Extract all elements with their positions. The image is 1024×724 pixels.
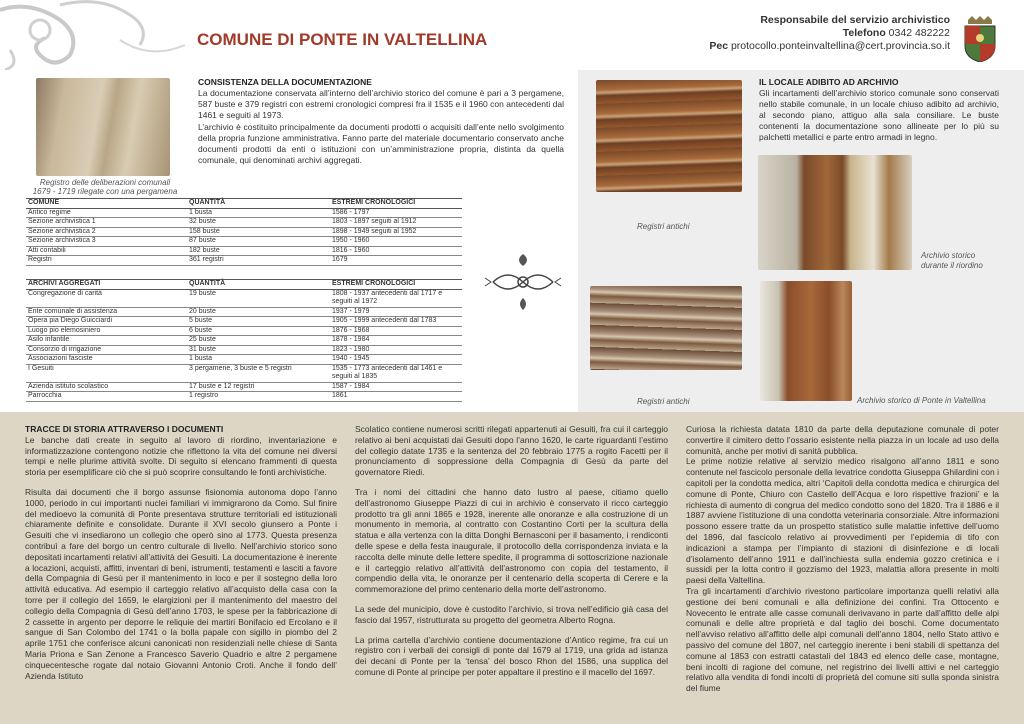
table-cell: 1937 - 1979 — [330, 307, 462, 317]
table-cell: 1816 - 1960 — [330, 246, 462, 256]
consistenza-text-1: La documentazione conservata all’interno dell’archivio storico del comune è pari a 3 pergamene, 587 buste e 379 registri con estremi cronologici compresi fra il 1535 e il 1960 con antecedenti dal 1461 e seguiti al 1973. — [198, 88, 564, 120]
table-cell: Consorzio di irrigazione — [26, 345, 187, 355]
photo-registri-antichi-2 — [590, 286, 742, 370]
table-cell: 1586 - 1797 — [330, 208, 462, 218]
table-cell: 1876 - 1968 — [330, 326, 462, 336]
table-row — [26, 326, 462, 336]
table-cell: Atti contabili — [26, 246, 187, 256]
table-cell: 1535 - 1773 antecedenti dal 1461 e seguiti al 1835 — [330, 364, 462, 382]
storia-paragraph: Curiosa la richiesta datata 1810 da parte della deputazione comunale di poter convertire il cimitero detto l’ossario esistente nella piazza in un locale ad uso della comunità, anche per motivi di sanità pubblica. — [686, 424, 999, 456]
table-header: ESTREMI CRONOLOGICI — [330, 280, 462, 290]
storia-paragraph: Tra gli incartamenti d’archivio rivestono particolare importanza quelli relativi alla gestione dei beni comunali e alla definizione dei confini. Tra Ottocento e Novecento le entrate alle casse comunali derivavano in parte dall’affitto delle alpi comunali e delle altre proprietà e dal taglio dei boschi. Come documentato nell’avviso relativo all’affitto delle alpi comunali dell’anno 1804, nello Stato attivo e passivo del comune del 1807, nel carteggio inerente i beni stabili di spettanza del comune al 1853 con estratti catastali del 1843 ed elenco delle case, montagne, beni incolti di ragione del comune, nel registrino dei livelli attivi e nel carteggio relativo alla vendita di fondi incolti di proprietà del comune siti sulla sponda sinistra del fiume — [686, 585, 999, 694]
storia-paragraph: Le prime notizie relative al servizio medico risalgono all’anno 1811 e sono contenute nel fascicolo personale della levatrice condotta Giuseppa Ghilardini con i capitoli per la condotta medica, altri ‘Capitoli della condotta medica e chirurgica del comune di Ponte, Chiuro con Castello dell’Acqua e loro rispettive frazioni’ e la richiesta di aumento di congrua del medico condotto sono del 1820. Tra il 1886 e il 1887 avviene l’istituzione di una condotta veterinaria consorziale. Altre informazioni possono essere tratte da un prospetto statistico sulle malattie infettive dell’uomo del 1896, dal fascicolo relativo ai provvedimenti per l’epidemia di tifo con indicazioni a stampa per l’impianto di stazioni di disinfezione e di locali d’isolamento dell’anno 1911 e dall’inchiesta sulla endemia gozzo cretinica e i sussidi per la lotta contro il gozzismo del 1923, malattia allora presente in molti paesi della Valtellina. — [686, 456, 999, 586]
table-cell: 1823 - 1980 — [330, 345, 462, 355]
table-cell: 20 buste — [187, 307, 330, 317]
table-cell: 1905 - 1999 antecedenti dal 1783 — [330, 317, 462, 327]
table-header: QUANTITÀ — [187, 199, 330, 209]
table-cell: 1 registro — [187, 392, 330, 402]
table-header: QUANTITÀ — [187, 280, 330, 290]
phone-label: Telefono — [842, 27, 886, 39]
table-cell: 6 buste — [187, 326, 330, 336]
municipal-crest-icon — [962, 16, 998, 62]
table-row — [26, 227, 462, 237]
table-cell: Sezione archivistica 2 — [26, 227, 187, 237]
locale-text: Gli incartamenti dell’archivio storico comunale sono conservati nello stabile comunale, in un locale chiuso adibito ad archivio, al secondo piano, attiguo alla sala consiliare. Le buste contenenti la documentazione sono allineate per lo più su palchetti metallici e parte entro armadi in legno. — [759, 88, 999, 142]
table-archivi-aggregati — [26, 279, 462, 402]
table-cell: Sezione archivistica 3 — [26, 237, 187, 247]
storia-paragraph: La prima cartella d’archivio contiene documentazione d’Antico regime, fra cui un registro con i verbali dei consigli di ponte dal 1679 al 1719, una grida ad istanza dei decani di Ponte per la ‘tensa’ del bosco Rhon del 1586, una supplica del comune di Ponte al principe per poter appaltare il prestino e il macello del 1697. — [355, 634, 668, 677]
table-cell: Parrocchia — [26, 392, 187, 402]
table-row — [26, 237, 462, 247]
contact-block — [709, 14, 950, 53]
storia-column-1 — [25, 424, 337, 690]
photo-registro-delibere — [36, 78, 170, 176]
table-cell: 17 buste e 12 registri — [187, 382, 330, 392]
table-cell: 1587 - 1984 — [330, 382, 462, 392]
table-row — [26, 364, 462, 382]
storia-paragraph: Risulta dai documenti che il borgo assunse fisionomia autonoma dopo l’anno 1000, periodo in cui importanti nuclei familiari vi immigrarono da Como. Sul finire del medioevo la comunità di Ponte presentava strutture territoriali ed istituzionali chiaramente definite e consolidate. Durante il XVI secolo giunsero a Ponte i Gesuiti che vi insediarono un collegio che operò sino al 1773. Questa presenza contribuì a fare del borgo un centro culturale di livello. Nell’archivio storico sono depositati incartamenti relativi all’attività dei Gesuiti. La documentazione è inerente a locazioni, acquisti, affitti, inventari di beni, istrumenti, testamenti e lasciti a favore della Compagnia di Gesù per il mantenimento in loco e per il sostegno della loro attività educativa. Ad esempio il carteggio relativo all’acquisto della casa con la torre per il collegio del 1659, le elargizioni per il mantenimento del maestro del collegio della Compagnia di Gesù dell’anno 1703, le spese per la fabbricazione di 2 cassette in argento per deporre le reliquie dei martiri Bonifacio ed Ercolano e il sangue di San Colombo del 1741 o la bolla papale con sigillo in piombo del 2 aprile 1751 che conferisce alcuni canonicati non residenziali nelle chiese di Santa Maria Prionа e San Zenone a Francesco Saverio Quadrio e altre 2 pergamene cinquecentesche rogate dal notaio Giovanni Antonio Croti. Anche il fondo dell’ Azienda Istituto — [25, 486, 337, 681]
table-cell: 1861 — [330, 392, 462, 402]
table-cell: 1808 - 1937 antecedenti dal 1717 e seguiti al 1972 — [330, 289, 462, 307]
table-cell: 32 buste — [187, 218, 330, 228]
table-cell: 1950 - 1960 — [330, 237, 462, 247]
storia-column-2 — [355, 424, 668, 687]
fleuron-icon — [483, 250, 563, 314]
storia-column-3 — [686, 424, 999, 694]
table-cell: Antico regime — [26, 208, 187, 218]
table-cell: 25 buste — [187, 336, 330, 346]
phone-number: 0342 482222 — [888, 27, 950, 39]
table-cell: 19 buste — [187, 289, 330, 307]
table-cell: 1803 - 1897 seguiti al 1912 — [330, 218, 462, 228]
table-row — [26, 336, 462, 346]
pec-address: protocollo.ponteinvaltellina@cert.provincia.so.it — [730, 40, 950, 52]
table-row — [26, 355, 462, 365]
table-row — [26, 246, 462, 256]
table-cell: Ente comunale di assistenza — [26, 307, 187, 317]
table-cell: 182 buste — [187, 246, 330, 256]
contact-role: Responsabile del servizio archivistico — [760, 14, 950, 26]
table-row — [26, 208, 462, 218]
table-cell: 1679 — [330, 256, 462, 266]
table-row — [26, 392, 462, 402]
caption-archivio-ponte: Archivio storico di Ponte in Valtellina — [857, 396, 986, 405]
ornament-decoration — [0, 0, 190, 70]
table-row — [26, 307, 462, 317]
table-row — [26, 256, 462, 266]
locale-heading: IL LOCALE ADIBITO AD ARCHIVIO — [759, 77, 899, 87]
table-cell: 1940 - 1945 — [330, 355, 462, 365]
pec-label: Pec — [709, 40, 729, 52]
page-title: COMUNE DI PONTE IN VALTELLINA — [197, 30, 488, 49]
table-cell: 87 buste — [187, 237, 330, 247]
storia-paragraph: La sede del municipio, dove è custodito l’archivio, si trova nell’edificio già casa del fascio dal 1957, ristrutturata su progetto del geometra Alberto Rogna. — [355, 603, 668, 625]
table-row — [26, 289, 462, 307]
table-comune — [26, 198, 462, 266]
photo-archivio-ponte — [760, 281, 852, 401]
table-row — [26, 382, 462, 392]
photo-registri-antichi-1 — [596, 80, 742, 192]
caption-registri-antichi-1: Registri antichi — [637, 222, 690, 231]
table-cell: I Gesuiti — [26, 364, 187, 382]
storia-paragraph: Tra i nomi dei cittadini che hanno dato lustro al paese, citiamo quello dell’astronomo Giuseppe Piazzi di cui in archivio è conservato il ricco carteggio prodotto tra gli anni 1865 e 1928, inerente alle onoranze e alla costruzione di un monumento in memoria, al contratto con Costantino Corti per la scultura della statua e alla vertenza con la ditta Donghi Bernasconi per il basamento, i rendiconti delle spese e della festa inaugurale, il protocollo della corrispondenza inviata e la raccolta delle minute delle lettere spedite, il programma di sottoscrizione nazionale e il carteggio relativo all’attività dell’astronomo con copia del testamento, il compendio della vita, le onoranze per il centenario della scoperta di Cerere e la commemorazione del primo centenario della morte dell’astronomo. — [355, 486, 668, 595]
caption-archivio-riordino: Archivio storico durante il riordino — [921, 251, 983, 270]
table-header: ARCHIVI AGGREGATI — [26, 280, 187, 290]
table-cell: 5 buste — [187, 317, 330, 327]
storia-heading: TRACCE DI STORIA ATTRAVERSO I DOCUMENTI — [25, 424, 224, 434]
table-cell: Asilo infantile — [26, 336, 187, 346]
table-cell: 3 pergamene, 3 buste e 5 registri — [187, 364, 330, 382]
photo-archivio-riordino — [758, 155, 912, 270]
table-row — [26, 345, 462, 355]
table-cell: 158 buste — [187, 227, 330, 237]
table-cell: Opera pia Diego Guicciardi — [26, 317, 187, 327]
table-cell: 1 busta — [187, 208, 330, 218]
table-cell: 1898 - 1949 seguiti al 1952 — [330, 227, 462, 237]
table-header: COMUNE — [26, 199, 187, 209]
caption-registri-antichi-2: Registri antichi — [637, 397, 690, 406]
table-cell: 31 buste — [187, 345, 330, 355]
table-cell: Registri — [26, 256, 187, 266]
caption-registro-delibere: Registro delle deliberazioni comunali 1679 - 1719 rilegate con una pergamena — [32, 178, 178, 196]
storia-paragraph: Le banche dati create in seguito al lavoro di riordino, inventariazione e informatizzazione contengono notizie che riflettono la vita del comune nei diversi tempi e nelle plurime attività svolte. Di seguito si elencano frammenti di questa storia per esemplificare ciò che si può scoprire consultando le fonti archivistiche. — [25, 434, 337, 478]
table-cell: 361 registri — [187, 256, 330, 266]
consistenza-heading: CONSISTENZA DELLA DOCUMENTAZIONE — [198, 77, 372, 87]
table-cell: Congregazione di carità — [26, 289, 187, 307]
storia-paragraph: Scolatico contiene numerosi scritti rilegati appartenuti ai Gesuiti, fra cui il carteggio relativo ai beni acquistati dai Gesuiti dopo l’anno 1620, le carte riguardanti l’estimo del collegio datate 1735 e la sentenza del 20 febbraio 1775 a rogito Facetti per il pronunciamento di soppressione della Compagnia di Gesù da parte del governatore Riedi. — [355, 424, 668, 478]
table-cell: 1 busta — [187, 355, 330, 365]
table-cell: Sezione archivistica 1 — [26, 218, 187, 228]
table-header: ESTREMI CRONOLOGICI — [330, 199, 462, 209]
table-row — [26, 317, 462, 327]
table-cell: Azienda istituto scolastico — [26, 382, 187, 392]
table-cell: Associazioni fasciste — [26, 355, 187, 365]
table-row — [26, 218, 462, 228]
table-cell: 1878 - 1984 — [330, 336, 462, 346]
table-cell: Luogo pio elemosiniero — [26, 326, 187, 336]
consistenza-text-2: L’archivio è costituito principalmente da documenti prodotti o acquisiti dall’ente nello svolgimento della propria funzione amministrativa. Fanno parte del materiale documentario conservato anche documenti prodotti da enti o istituzioni con un’amministrazione propria, distinta da quella comunale, qui denominati archivi aggregati. — [198, 122, 564, 165]
